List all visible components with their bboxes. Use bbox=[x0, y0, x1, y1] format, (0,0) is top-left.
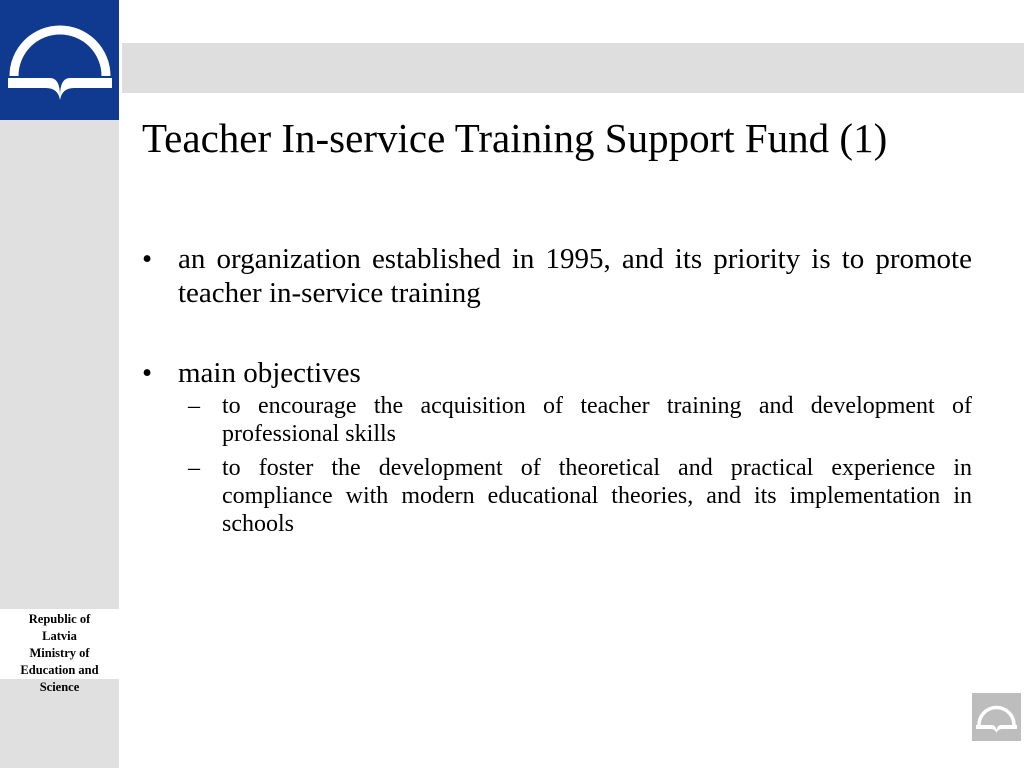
ministry-line: Ministry of bbox=[29, 646, 90, 660]
home-nav-button[interactable] bbox=[972, 693, 1021, 741]
home-logo-icon bbox=[975, 701, 1018, 733]
ministry-line: Education and bbox=[20, 663, 99, 677]
header-band bbox=[122, 43, 1024, 93]
open-book-arc-logo-icon bbox=[6, 16, 114, 102]
bullet-marker: • bbox=[142, 357, 153, 389]
ministry-line: Latvia bbox=[42, 629, 77, 643]
ministry-line: Republic of bbox=[28, 612, 91, 626]
slide-body bbox=[142, 242, 972, 538]
sub-bullet-text: to encourage the acquisition of teacher training and development of professional skills bbox=[222, 393, 972, 447]
bullet-text: main objectives bbox=[178, 357, 361, 389]
bullet-item bbox=[142, 356, 972, 390]
sub-bullet-marker: – bbox=[188, 393, 200, 419]
sub-bullet-item bbox=[188, 454, 972, 538]
slide-title: Teacher In-service Training Support Fund (1) bbox=[142, 115, 888, 161]
bullet-item bbox=[142, 242, 972, 310]
sub-bullet-marker: – bbox=[188, 455, 200, 481]
ministry-line: Science bbox=[39, 680, 80, 694]
bullet-text: an organization established in 1995, and its priority is to promote teacher in-service training bbox=[178, 243, 972, 309]
ministry-logo bbox=[0, 0, 119, 120]
bullet-marker: • bbox=[142, 243, 153, 275]
sub-bullet-item bbox=[188, 392, 972, 448]
ministry-label bbox=[0, 611, 119, 696]
sub-bullet-text: to foster the development of theoretical and practical experience in compliance with modern educational theories, and its implementation in schools bbox=[222, 455, 972, 537]
